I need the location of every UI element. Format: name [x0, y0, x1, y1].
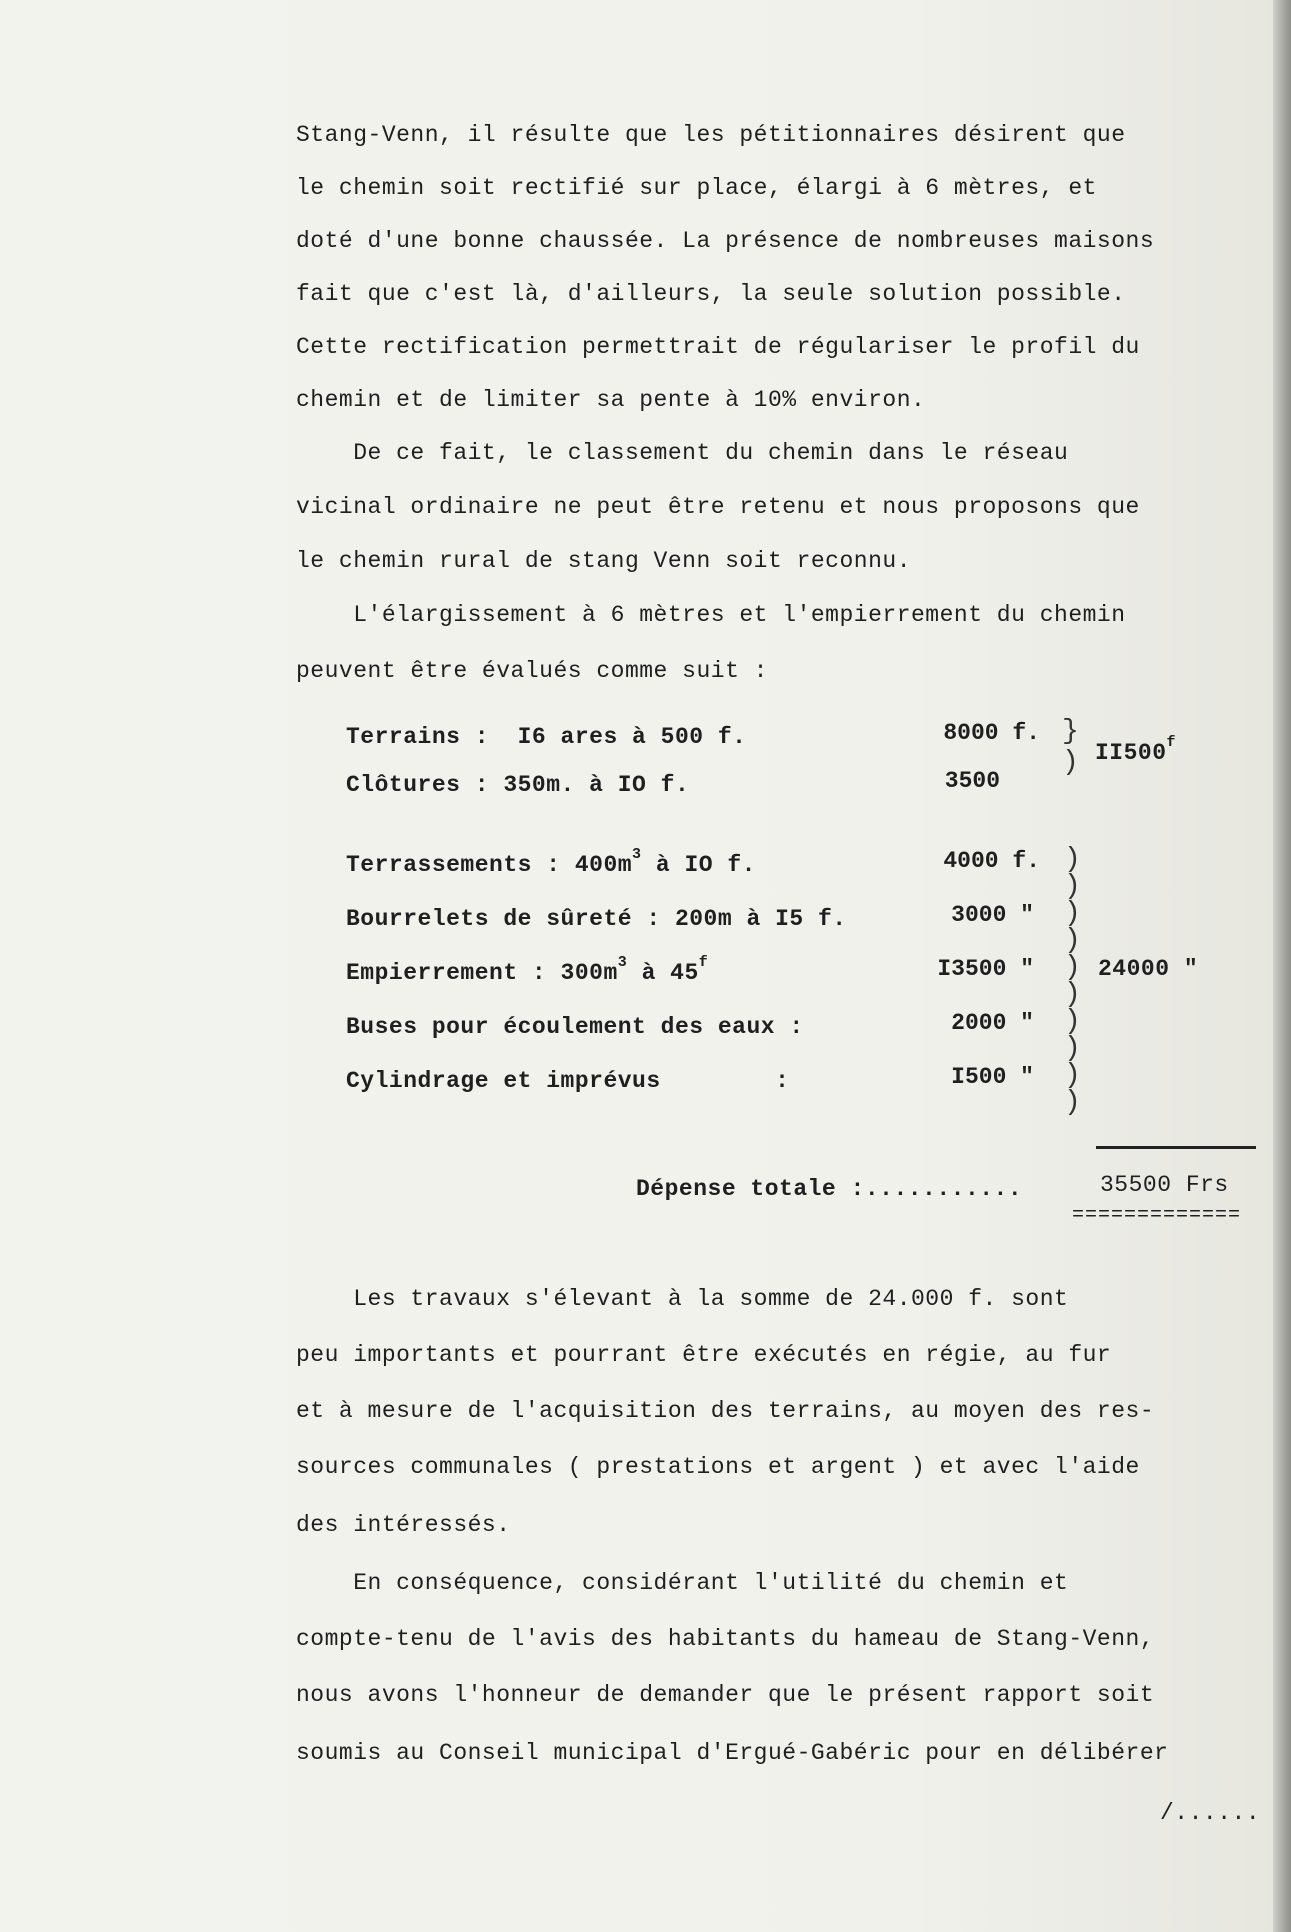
cost-item-bourrelets: Bourrelets de sûreté : 200m à I5 f. — [346, 906, 847, 932]
paragraph-4-line-3: et à mesure de l'acquisition des terrains, au moyen des res- — [296, 1398, 1155, 1424]
cost-amount-buses: 2000 " — [951, 1010, 1034, 1036]
paragraph-1-line-2: le chemin soit rectifié sur place, élargi à 6 mètres, et — [296, 175, 1097, 201]
paragraph-4-line-5: des intéressés. — [296, 1512, 511, 1538]
cost-item-terrassements-rest: à IO f. — [641, 852, 756, 878]
paragraph-4-line-2: peu importants et pourrant être exécutés en régie, au fur — [296, 1342, 1112, 1368]
cost-amount-terrassements: 4000 f. — [943, 848, 1040, 874]
paragraph-3-line-1: L'élargissement à 6 mètres et l'empierrement du chemin — [296, 602, 1126, 628]
cost-item-terrassements-label: Terrassements : 400m — [346, 852, 633, 878]
cost-item-empierrement — [346, 954, 709, 986]
paragraph-1-line-6: chemin et de limiter sa pente à 10% environ. — [296, 387, 926, 413]
cost-amount-cylindrage: I500 " — [951, 1064, 1034, 1090]
cost-item-empierrement-unit: f — [698, 954, 709, 971]
cost-item-terrassements-exp: 3 — [632, 846, 642, 863]
paragraph-4-line-1: Les travaux s'élevant à la somme de 24.000 f. sont — [296, 1286, 1069, 1312]
total-label: Dépense totale :........... — [636, 1176, 1023, 1202]
subtotal-group-1-value: II500 — [1095, 740, 1167, 766]
cost-amount-terrains: 8000 f. — [943, 720, 1040, 746]
cost-amount-clotures: 3500 — [944, 768, 1000, 794]
paragraph-1-line-3: doté d'une bonne chaussée. La présence de nombreuses maisons — [296, 228, 1155, 254]
cost-item-empierrement-rest: à 45 — [627, 960, 699, 986]
paragraph-1-line-4: fait que c'est là, d'ailleurs, la seule solution possible. — [296, 281, 1126, 307]
paragraph-4-line-4: sources communales ( prestations et argent ) et avec l'aide — [296, 1454, 1140, 1480]
total-rule — [1096, 1146, 1256, 1149]
subtotal-group-1-unit: f — [1166, 734, 1177, 751]
cost-item-terrains: Terrains : I6 ares à 500 f. — [346, 724, 747, 750]
total-double-underline: ============= — [1072, 1204, 1242, 1227]
brace-group-1: } ) — [1062, 716, 1079, 778]
paragraph-1-line-5: Cette rectification permettrait de régulariser le profil du — [296, 334, 1140, 360]
paragraph-2-line-2: vicinal ordinaire ne peut être retenu et nous proposons que — [296, 494, 1140, 520]
cost-item-cylindrage: Cylindrage et imprévus : — [346, 1068, 790, 1094]
cost-amount-bourrelets: 3000 " — [951, 902, 1034, 928]
cost-item-clotures: Clôtures : 350m. à IO f. — [346, 772, 690, 798]
cost-item-empierrement-label: Empierrement : 300m — [346, 960, 618, 986]
page-edge-shadow — [1273, 0, 1291, 1932]
continuation-mark: /...... — [1160, 1800, 1261, 1826]
paragraph-3-line-2: peuvent être évalués comme suit : — [296, 658, 768, 684]
paragraph-2-line-3: le chemin rural de stang Venn soit reconnu. — [296, 548, 911, 574]
paragraph-5-line-1: En conséquence, considérant l'utilité du chemin et — [296, 1570, 1069, 1596]
cost-item-buses: Buses pour écoulement des eaux : — [346, 1014, 804, 1040]
subtotal-group-1 — [1095, 734, 1177, 766]
paragraph-1-line-1: Stang-Venn, il résulte que les pétitionnaires désirent que — [296, 122, 1126, 148]
paragraph-5-line-2: compte-tenu de l'avis des habitants du hameau de Stang-Venn, — [296, 1626, 1155, 1652]
cost-item-terrassements — [346, 846, 756, 878]
total-amount: 35500 Frs — [1100, 1172, 1229, 1198]
brace-group-2: ) ) ) ) ) ) ) ) ) ) — [1064, 844, 1081, 1118]
paragraph-2-line-1: De ce fait, le classement du chemin dans le réseau — [296, 440, 1069, 466]
cost-item-empierrement-exp: 3 — [617, 954, 628, 971]
paragraph-5-line-4: soumis au Conseil municipal d'Ergué-Gabéric pour en délibérer — [296, 1740, 1169, 1766]
paragraph-5-line-3: nous avons l'honneur de demander que le présent rapport soit — [296, 1682, 1155, 1708]
subtotal-group-2: 24000 " — [1098, 956, 1199, 982]
cost-amount-empierrement: I3500 " — [937, 956, 1034, 982]
